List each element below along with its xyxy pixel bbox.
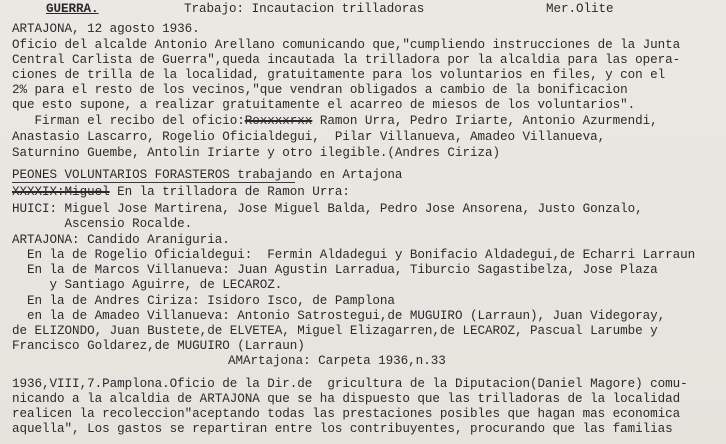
block2-carpeta: AMArtajona: Carpeta 1936,n.33 <box>228 354 446 368</box>
block2-title-underline <box>12 182 295 183</box>
signers-rest: Ramon Urra, Pedro Iriarte, Antonio Azurmendi, <box>312 114 658 128</box>
block3-line-2: nicando a la alcaldia de ARTAJONA que se ha dispuesto que las trilladoras de la localidad <box>12 392 681 406</box>
block3-line-1: 1936,VIII,7.Pamplona.Oficio de la Dir.de gricultura de la Diputacion(Daniel Magore) comu- <box>12 377 688 391</box>
block1-signers-line <box>12 114 658 128</box>
block2-line-9: de ELIZONDO, Juan Bustete,de ELVETEA, Miguel Elizagarren,de LECAROZ, Pascual Larumbe y <box>12 324 658 338</box>
block2-line-10: Francisco Goldarez,de MUGUIRO (Larraun) <box>12 339 305 353</box>
header-section: GUERRA. <box>46 2 99 16</box>
block1-line-3: ciones de trilla de la localidad, gratuitamente para los voluntarios en files, y con el <box>12 68 666 82</box>
block2-subheading <box>12 185 350 199</box>
block2-line-3: ARTAJONA: Candido Araniguria. <box>12 233 230 247</box>
sub-rest: En la trilladora de Ramon Urra: <box>109 185 350 199</box>
signers-prefix: Firman el recibo del oficio: <box>12 114 245 128</box>
block1-line-4: 2% para el resto de los vecinos,"que vendran obligados a cambio de la bonificacion <box>12 83 628 97</box>
header-subject: Trabajo: Incautacion trilladoras <box>184 2 425 16</box>
header-location: Mer.Olite <box>546 2 614 16</box>
block2-line-7: En la de Andres Ciriza: Isidoro Isco, de Pamplona <box>12 294 395 308</box>
block2-line-2: Ascensio Rocalde. <box>12 217 193 231</box>
block1-line-1: Oficio del alcalde Antonio Arellano comunicando que,"cumpliendo instrucciones de la Junta <box>12 38 681 52</box>
block1-date: ARTAJONA, 12 agosto 1936. <box>12 22 200 36</box>
block2-line-5: En la de Marcos Villanueva: Juan Agustin Larradua, Tiburcio Sagastibelza, Jose Plaza <box>12 263 658 277</box>
block1-line-2: Central Carlista de Guerra",queda incautada la trilladora por la alcaldia para las opera- <box>12 53 681 67</box>
block2-line-1: HUICI: Miguel Jose Martirena, Jose Miguel Balda, Pedro Jose Ansorena, Justo Gonzalo, <box>12 202 643 216</box>
block2-line-6: y Santiago Aguirre, de LECAROZ. <box>12 278 283 292</box>
block3-line-3: realicen la recoleccion"aceptando todas las prestaciones posibles que hagan mas economica <box>12 407 681 421</box>
block1-signers-line-2: Anastasio Lascarro, Rogelio Oficialdegui, Pilar Villanueva, Amadeo Villanueva, <box>12 130 606 144</box>
block2-line-8: en la de Amadeo Villanueva: Antonio Satrostegui,de MUGUIRO (Larraun), Juan Videgoray, <box>12 309 666 323</box>
block2-title: PEONES VOLUNTARIOS FORASTEROS trabajando en Artajona <box>12 168 403 182</box>
block1-signers-line-3: Saturnino Guembe, Antolin Iriarte y otro ilegible.(Andres Ciriza) <box>12 146 500 160</box>
sub-struck-text: XXXXIX:Miguel <box>12 185 110 199</box>
block3-line-4: aquella", Los gastos se repartiran entre los contribuyentes, procurando que las familias <box>12 422 673 436</box>
block1-line-5: que esto supone, a realizar gratuitamente el acarreo de miesos de los voluntarios". <box>12 98 636 112</box>
block2-line-4: En la de Rogelio Oficialdegui: Fermin Aldadegui y Bonifacio Aldadegui,de Echarri Larraun <box>12 248 696 262</box>
signers-struck-text: Roxxxxrxx <box>244 114 313 128</box>
